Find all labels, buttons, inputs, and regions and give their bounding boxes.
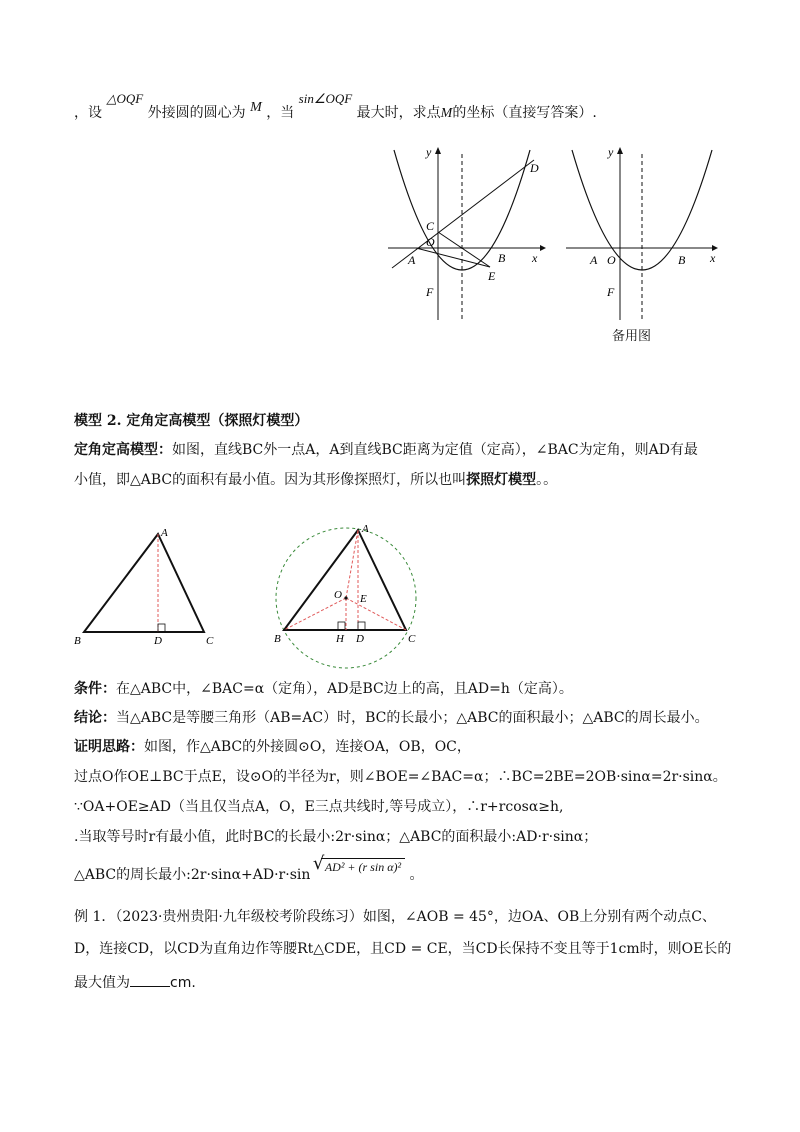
label-b: B — [678, 253, 686, 267]
parabola-figure-main — [380, 140, 550, 322]
model2-def-head: 定角定高模型： — [74, 442, 172, 458]
condition-line — [74, 682, 573, 696]
label-o: O — [426, 235, 435, 249]
example-line1: 例 1．（2023·贵州贵阳·九年级校考阶段练习）如图，∠AOB = 45°，边OA、OB上分别有两个动点C、 — [74, 909, 717, 925]
answer-blank[interactable] — [130, 974, 170, 987]
label-f: F — [607, 285, 615, 299]
model2-def-end: 。。 — [536, 472, 558, 488]
label-a: A — [590, 253, 598, 267]
point-m: M — [250, 100, 262, 115]
y-axis-arrow — [435, 147, 441, 154]
label-a: A — [362, 523, 369, 535]
perimeter-end: 。 — [409, 867, 424, 883]
label-y: y — [426, 145, 432, 159]
model2-def-text1: 如图，直线BC外一点A，A到直线BC距离为定值（定高），∠BAC为定角，则AD有最 — [172, 442, 698, 458]
proof-line4: .当取等号时r有最小值，此时BC的长最小:2r·sinα；△ABC的面积最小:AD·r·sinα； — [74, 829, 598, 845]
max-text: 最大时，求点 — [356, 105, 441, 121]
label-c: C — [408, 633, 416, 645]
example-unit: cm. — [170, 975, 196, 991]
radius-oa — [346, 530, 358, 598]
model2-heading: 模型 2. 定角定高模型（探照灯模型） — [74, 413, 309, 429]
proof-line2: 过点O作OE⊥BC于点E，设⊙O的半径为r，则∠BOE=∠BAC=α；∴BC=2BE=2OB·sinα=2r·sinα。 — [74, 769, 727, 785]
conclusion-text: 当△ABC是等腰三角形（AB=AC）时，BC的长最小；△ABC的面积最小；△ABC的周长最小。 — [116, 710, 709, 726]
label-o: O — [607, 253, 616, 267]
proof-text1: 如图，作△ABC的外接圆⊙O，连接OA，OB，OC， — [144, 739, 471, 755]
right-angle-mark-d — [358, 622, 365, 630]
example-line2: D，连接CD，以CD为直角边作等腰Rt△CDE，且CD = CE，当CD长保持不变且等于1cm时，则OE长的 — [74, 941, 732, 957]
label-h: H — [336, 633, 344, 645]
sqrt-content: AD² + (r sin α)² — [324, 860, 402, 874]
spare-figure-caption: 备用图 — [612, 329, 652, 344]
circumcircle-text: 外接圆的圆心为 — [147, 105, 246, 121]
x-axis-arrow — [540, 245, 546, 251]
perimeter-text: △ABC的周长最小:2r·sinα+AD·r·sin — [74, 867, 311, 883]
sin-oqf: sin∠OQF — [298, 91, 353, 106]
parabola-figure-spare — [560, 140, 730, 322]
coord-text: 的坐标（直接写答案）. — [452, 105, 597, 121]
y-axis-arrow — [617, 147, 623, 154]
label-b: B — [74, 635, 81, 647]
line-ae — [416, 248, 490, 267]
model2-def-line1 — [74, 443, 698, 457]
triangle-abc — [284, 530, 406, 630]
label-e: E — [360, 593, 367, 605]
center-o — [344, 596, 347, 599]
label-y: y — [608, 145, 614, 159]
label-c: C — [206, 635, 214, 647]
label-o: O — [334, 589, 342, 601]
proof-head: 证明思路： — [74, 739, 144, 755]
proof-line5 — [74, 853, 424, 883]
label-d: D — [356, 633, 364, 645]
point-m2: M — [440, 106, 453, 121]
right-angle-mark — [158, 624, 165, 632]
line-ad — [392, 160, 534, 268]
right-angle-mark-h — [338, 622, 345, 630]
sqrt-expression: √ AD² + (r sin α)² — [321, 858, 405, 873]
label-x: x — [532, 251, 538, 265]
label-a: A — [161, 527, 168, 539]
radius-oc — [346, 598, 406, 630]
label-c: C — [426, 219, 435, 233]
line-ce — [438, 232, 490, 267]
triangle-figure-basic — [66, 520, 226, 650]
condition-text: 在△ABC中，∠BAC=α（定角），AD是BC边上的高，且AD=h（定高）。 — [116, 681, 573, 697]
example-line3 — [74, 974, 196, 990]
label-b: B — [274, 633, 281, 645]
model2-def-text2: 小值，即△ABC的面积有最小值。因为其形像探照灯，所以也叫 — [74, 472, 467, 488]
label-d: D — [530, 161, 539, 175]
label-a: A — [408, 253, 416, 267]
condition-head: 条件： — [74, 681, 116, 697]
searchlight-model-term: 探照灯模型 — [466, 472, 537, 488]
label-x: x — [710, 251, 716, 265]
radius-ob — [284, 598, 346, 630]
proof-line1 — [74, 740, 471, 754]
label-e: E — [488, 269, 496, 283]
triangle-oqf: △OQF — [106, 91, 144, 106]
conclusion-head: 结论： — [74, 710, 116, 726]
example-answer-prompt: 最大值为 — [74, 975, 130, 991]
label-f: F — [426, 285, 434, 299]
triangle-figure-circumcircle — [270, 514, 440, 674]
label-d: D — [154, 635, 162, 647]
intro-comma: ，设 — [74, 105, 102, 121]
model2-def-line2 — [74, 473, 557, 487]
conclusion-line — [74, 711, 709, 725]
triangle-abc — [84, 534, 204, 632]
proof-line3: ∵OA+OE≥AD（当且仅当点A，O，E三点共线时,等号成立），∴r+rcosα≥h, — [74, 799, 564, 815]
when-text: ，当 — [266, 105, 295, 121]
label-b: B — [498, 251, 506, 265]
intro-line — [74, 91, 597, 121]
